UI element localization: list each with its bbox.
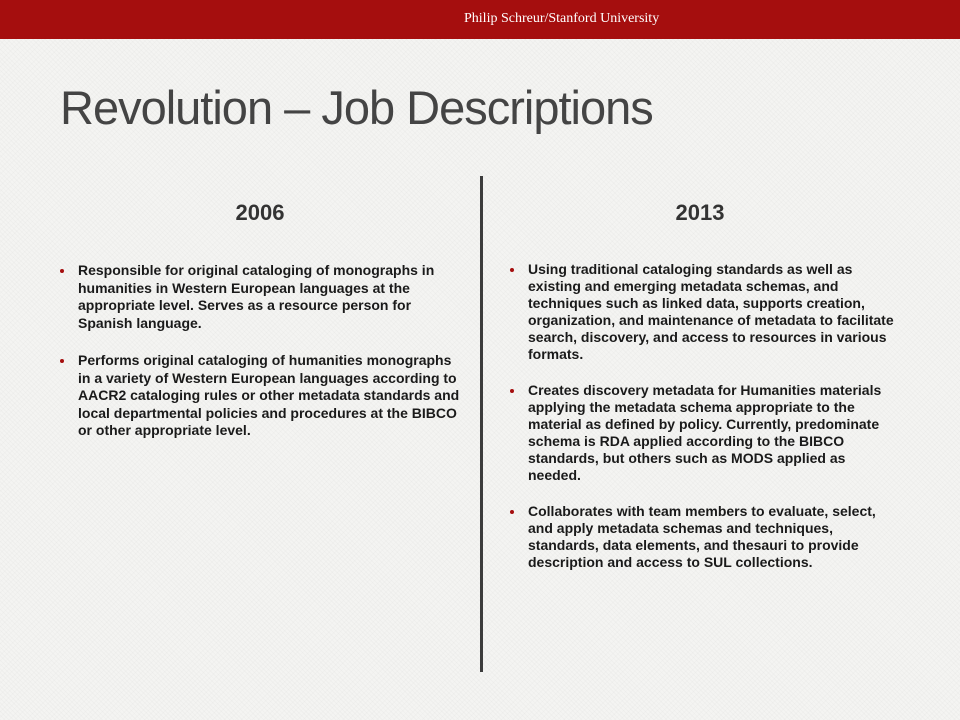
bullet-list-2013: [510, 261, 902, 590]
header-bar: [0, 0, 960, 39]
bullet-text: Responsible for original cataloging of monographs in humanities in Western European languages at the appropriate level. Serves as a resource person for Spanish language.: [78, 262, 435, 331]
list-item: [510, 382, 902, 484]
list-item: [510, 261, 902, 363]
list-item: [60, 352, 460, 440]
attribution-text: Philip Schreur/Stanford University: [464, 11, 660, 26]
slide-title: Revolution – Job Descriptions: [60, 81, 653, 134]
bullet-icon: [60, 269, 64, 273]
bullet-icon: [510, 268, 514, 272]
bullet-list-2006: [60, 262, 460, 460]
column-heading-2006: 2006: [235, 200, 285, 225]
list-item: [510, 503, 902, 571]
bullet-text: Collaborates with team members to evaluate, select, and apply metadata schemas and techniques, standards, data elements, and thesauri to provide description and access to SUL collections.: [528, 503, 876, 570]
column-divider: [480, 176, 483, 672]
bullet-icon: [510, 510, 514, 514]
bullet-text: Creates discovery metadata for Humanities materials applying the metadata schema appropriate to the material as defined by policy. Currently, predominate schema is RDA applied according to the BIBCO standards, but others such as MODS applied as needed.: [528, 382, 882, 483]
column-heading-2013: 2013: [675, 200, 725, 225]
bullet-icon: [510, 389, 514, 393]
bullet-text: Using traditional cataloging standards as well as existing and emerging metadata schemas, and techniques such as linked data, supports creation, organization, and maintenance of metadata to facilitate search, discovery, and access to resources in various formats.: [528, 261, 894, 362]
bullet-icon: [60, 359, 64, 363]
bullet-text: Performs original cataloging of humanities monographs in a variety of Western European languages according to AACR2 cataloging rules or other metadata standards and local departmental policies and procedures at the BIBCO or other appropriate level.: [78, 352, 460, 438]
list-item: [60, 262, 460, 332]
